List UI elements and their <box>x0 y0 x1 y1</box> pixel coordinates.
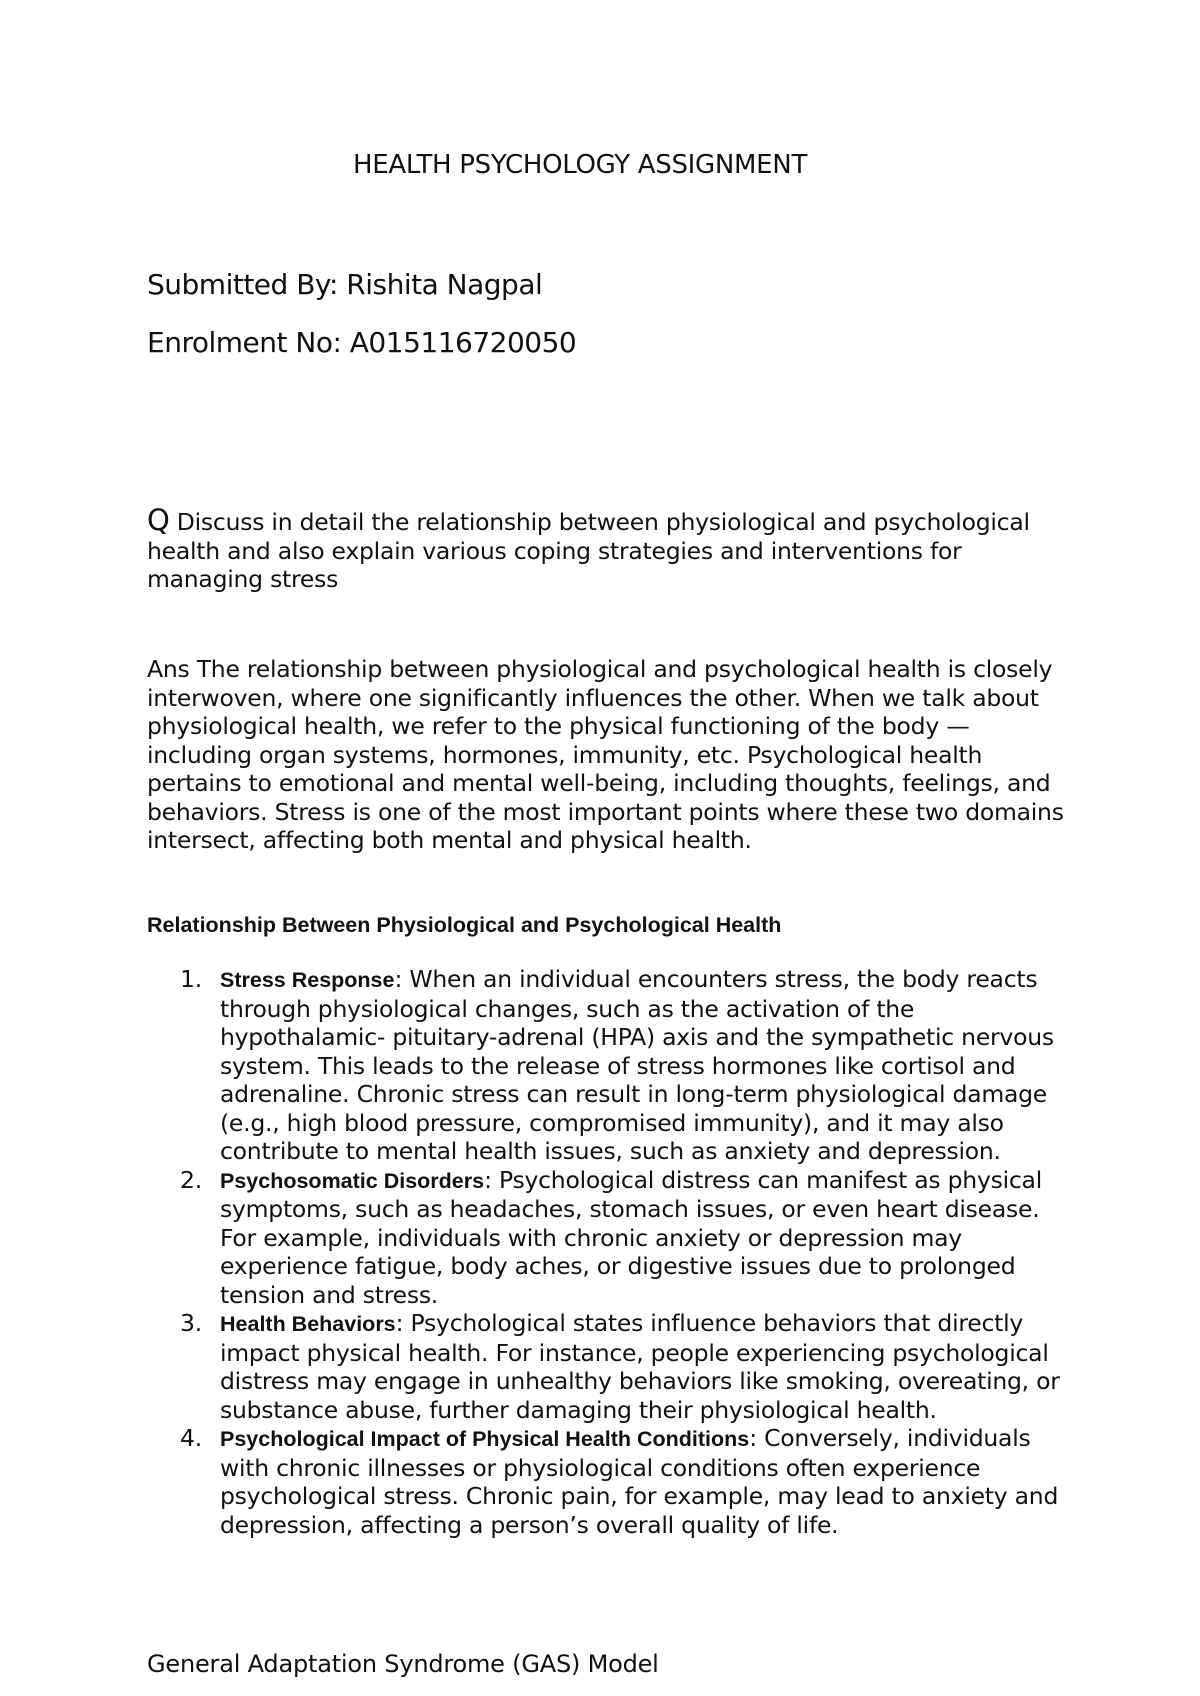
list-item-term: Health Behaviors <box>220 1312 396 1336</box>
list-item <box>147 1166 1067 1310</box>
gas-heading: General Adaptation Syndrome (GAS) Model <box>147 1650 659 1678</box>
enrolment-number: Enrolment No: A015116720050 <box>147 326 577 359</box>
list-item-text: : Psychological states influence behaviors that directly impact physical health. For instance, people experiencing psychological distress may engage in unhealthy behaviors like smoking, overeating, or substance abuse, further damaging their physiological health. <box>220 1309 1060 1424</box>
question-prefix: Q <box>147 503 170 537</box>
list-item <box>147 1424 1067 1539</box>
question-paragraph <box>147 503 1067 594</box>
list-item-number: 2. <box>180 1165 202 1194</box>
list-item <box>147 965 1067 1166</box>
list-item-text: : Psychological distress can manifest as physical symptoms, such as headaches, stomach issues, or even heart disease. For example, individuals with chronic anxiety or depression may experience fatigue, body aches, or digestive issues due to prolonged tension and stress. <box>220 1165 1042 1309</box>
answer-paragraph <box>147 655 1067 855</box>
section-heading: Relationship Between Physiological and Psychological Health <box>147 913 782 937</box>
submitted-by: Submitted By: Rishita Nagpal <box>147 268 543 301</box>
list-item-text: : When an individual encounters stress, the body reacts through physiological changes, such as the activation of the hypothalamic- pituitary-adrenal (HPA) axis and the sympathetic nervous system. This leads to the release of stress hormones like cortisol and adrenaline. Chronic stress can result in long-term physiological damage (e.g., high blood pressure, compromised immunity), and it may also contribute to mental health issues, such as anxiety and depression. <box>220 965 1054 1165</box>
answer-prefix: Ans <box>147 655 190 683</box>
list-item <box>147 1309 1067 1424</box>
answer-text: The relationship between physiological and psychological health is closely interwoven, where one significantly influences the other. When we talk about physiological health, we refer to the physical functioning of the body — including organ systems, hormones, immunity, etc. Psychological health pertains to emotional and mental well-being, including thoughts, feelings, and behaviors. Stress is one of the most important points where these two domains intersect, affecting both mental and physical health. <box>147 655 1064 854</box>
list-item-number: 4. <box>180 1424 202 1452</box>
list-item-term: Psychological Impact of Physical Health Conditions <box>220 1427 750 1451</box>
question-text: Discuss in detail the relationship between physiological and psychological health and also explain various coping strategies and interventions for managing stress <box>147 508 1030 593</box>
list-item-number: 3. <box>180 1309 202 1337</box>
list-item-number: 1. <box>180 965 202 993</box>
document-title: HEALTH PSYCHOLOGY ASSIGNMENT <box>352 150 808 180</box>
list-item-term: Psychosomatic Disorders <box>220 1168 485 1193</box>
numbered-list <box>147 965 1067 1539</box>
list-item-text: : Conversely, individuals with chronic illnesses or physiological conditions often experience psychological stress. Chronic pain, for example, may lead to anxiety and depression, affecting a person’s overall quality of life. <box>220 1424 1059 1539</box>
list-item-term: Stress Response <box>220 968 395 992</box>
